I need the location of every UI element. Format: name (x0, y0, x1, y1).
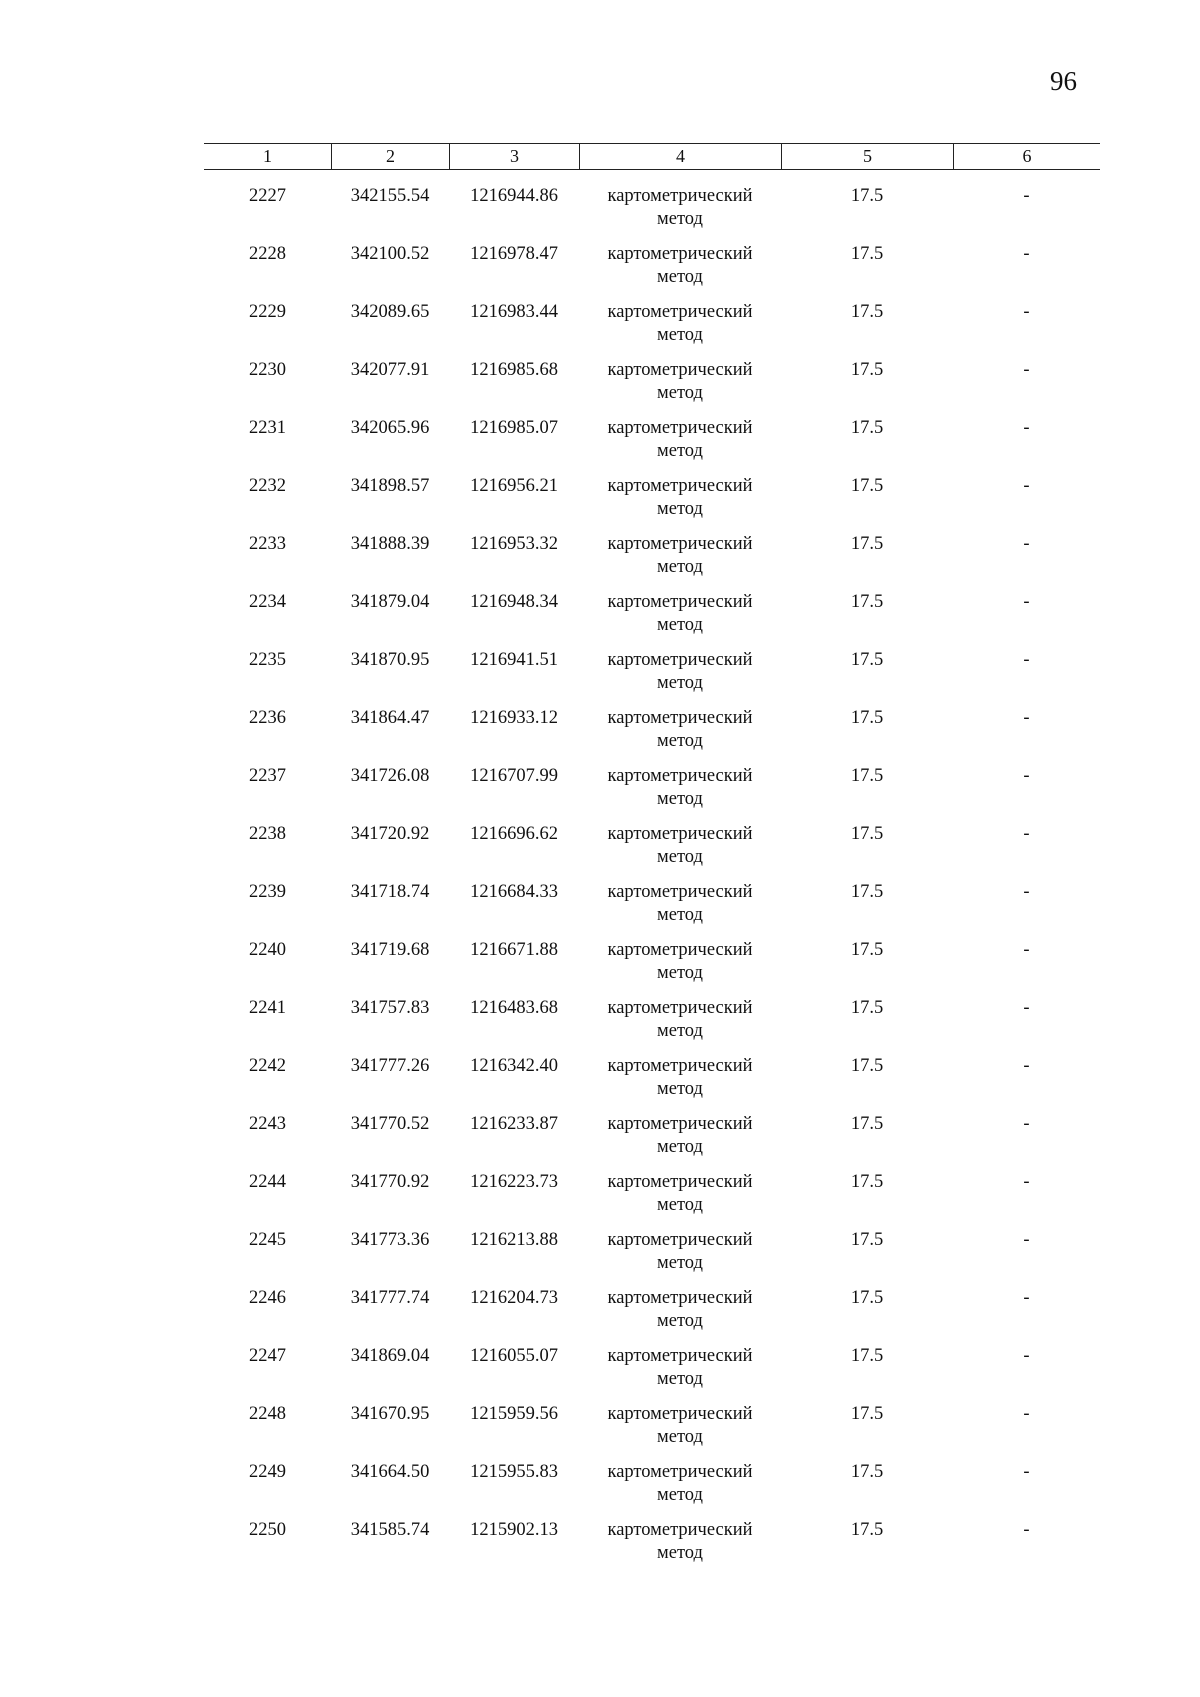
method-cell (579, 1345, 781, 1403)
table-row (204, 823, 1100, 881)
method-line-2: метод (657, 731, 703, 751)
method-line-1: картометрический (607, 650, 753, 670)
column-header: 4 (579, 144, 781, 169)
accuracy-cell: 17.5 (850, 418, 884, 438)
method-cell (579, 1055, 781, 1113)
method-line-1: картометрический (607, 708, 753, 728)
accuracy-cell: 17.5 (850, 998, 884, 1018)
description-cell: - (1023, 1230, 1030, 1250)
point-number-cell: 2228 (249, 244, 286, 264)
x-coordinate-cell: 342077.91 (350, 360, 430, 380)
description-cell: - (1023, 360, 1030, 380)
x-coordinate-cell: 341879.04 (350, 592, 430, 612)
method-line-1: картометрический (607, 302, 753, 322)
column-header: 6 (953, 144, 1100, 169)
method-line-2: метод (657, 1369, 703, 1389)
point-number-cell: 2250 (249, 1520, 286, 1540)
x-coordinate-cell: 341719.68 (350, 940, 430, 960)
method-cell (579, 1519, 781, 1577)
description-cell: - (1023, 592, 1030, 612)
x-coordinate-cell: 341720.92 (350, 824, 430, 844)
x-coordinate-cell: 341869.04 (350, 1346, 430, 1366)
method-cell (579, 823, 781, 881)
method-line-2: метод (657, 1253, 703, 1273)
accuracy-cell: 17.5 (850, 1346, 884, 1366)
method-cell (579, 707, 781, 765)
method-line-2: метод (657, 1485, 703, 1505)
method-cell (579, 475, 781, 533)
table-row (204, 533, 1100, 591)
y-coordinate-cell: 1216948.34 (470, 592, 558, 612)
method-line-2: метод (657, 441, 703, 461)
accuracy-cell: 17.5 (850, 824, 884, 844)
description-cell: - (1023, 1056, 1030, 1076)
method-line-2: метод (657, 209, 703, 229)
x-coordinate-cell: 341770.92 (350, 1172, 430, 1192)
accuracy-cell: 17.5 (850, 592, 884, 612)
accuracy-cell: 17.5 (850, 302, 884, 322)
point-number-cell: 2249 (249, 1462, 286, 1482)
y-coordinate-cell: 1216956.21 (470, 476, 558, 496)
accuracy-cell: 17.5 (850, 650, 884, 670)
method-line-1: картометрический (607, 1114, 753, 1134)
x-coordinate-cell: 341773.36 (350, 1230, 430, 1250)
point-number-cell: 2242 (249, 1056, 286, 1076)
method-line-2: метод (657, 1021, 703, 1041)
method-line-1: картометрический (607, 592, 753, 612)
description-cell: - (1023, 186, 1030, 206)
method-line-2: метод (657, 325, 703, 345)
x-coordinate-cell: 341864.47 (350, 708, 430, 728)
description-cell: - (1023, 708, 1030, 728)
table-row (204, 301, 1100, 359)
table-row (204, 359, 1100, 417)
point-number-cell: 2241 (249, 998, 286, 1018)
method-line-1: картометрический (607, 186, 753, 206)
y-coordinate-cell: 1215955.83 (470, 1462, 558, 1482)
table-row (204, 1055, 1100, 1113)
method-line-1: картометрический (607, 1404, 753, 1424)
description-cell: - (1023, 1520, 1030, 1540)
table-row (204, 243, 1100, 301)
method-line-2: метод (657, 557, 703, 577)
accuracy-cell: 17.5 (850, 1462, 884, 1482)
table-row (204, 417, 1100, 475)
method-line-2: метод (657, 847, 703, 867)
accuracy-cell: 17.5 (850, 476, 884, 496)
description-cell: - (1023, 302, 1030, 322)
description-cell: - (1023, 1114, 1030, 1134)
method-line-2: метод (657, 499, 703, 519)
point-number-cell: 2227 (249, 186, 286, 206)
method-line-2: метод (657, 615, 703, 635)
accuracy-cell: 17.5 (850, 360, 884, 380)
x-coordinate-cell: 341777.74 (350, 1288, 430, 1308)
x-coordinate-cell: 341585.74 (350, 1520, 430, 1540)
x-coordinate-cell: 341726.08 (350, 766, 430, 786)
method-line-2: метод (657, 673, 703, 693)
point-number-cell: 2238 (249, 824, 286, 844)
accuracy-cell: 17.5 (850, 766, 884, 786)
y-coordinate-cell: 1216671.88 (470, 940, 558, 960)
y-coordinate-cell: 1216983.44 (470, 302, 558, 322)
y-coordinate-cell: 1216953.32 (470, 534, 558, 554)
x-coordinate-cell: 341870.95 (350, 650, 430, 670)
method-line-1: картометрический (607, 1172, 753, 1192)
method-line-1: картометрический (607, 244, 753, 264)
point-number-cell: 2236 (249, 708, 286, 728)
method-cell (579, 301, 781, 359)
accuracy-cell: 17.5 (850, 1114, 884, 1134)
method-cell (579, 1461, 781, 1519)
description-cell: - (1023, 1462, 1030, 1482)
method-line-2: метод (657, 905, 703, 925)
method-line-2: метод (657, 1427, 703, 1447)
description-cell: - (1023, 1172, 1030, 1192)
x-coordinate-cell: 341664.50 (350, 1462, 430, 1482)
point-number-cell: 2246 (249, 1288, 286, 1308)
method-cell (579, 997, 781, 1055)
x-coordinate-cell: 342089.65 (350, 302, 430, 322)
point-number-cell: 2247 (249, 1346, 286, 1366)
y-coordinate-cell: 1216233.87 (470, 1114, 558, 1134)
table-row (204, 1171, 1100, 1229)
x-coordinate-cell: 342100.52 (350, 244, 430, 264)
x-coordinate-cell: 341770.52 (350, 1114, 430, 1134)
y-coordinate-cell: 1216978.47 (470, 244, 558, 264)
table-row (204, 1287, 1100, 1345)
x-coordinate-cell: 342065.96 (350, 418, 430, 438)
description-cell: - (1023, 1346, 1030, 1366)
y-coordinate-cell: 1216223.73 (470, 1172, 558, 1192)
description-cell: - (1023, 940, 1030, 960)
description-cell: - (1023, 1288, 1030, 1308)
method-cell (579, 243, 781, 301)
method-line-1: картометрический (607, 1462, 753, 1482)
description-cell: - (1023, 824, 1030, 844)
method-line-2: метод (657, 1543, 703, 1563)
y-coordinate-cell: 1216985.07 (470, 418, 558, 438)
method-line-1: картометрический (607, 940, 753, 960)
table-row (204, 475, 1100, 533)
method-cell (579, 185, 781, 243)
method-line-1: картометрический (607, 1230, 753, 1250)
y-coordinate-cell: 1216933.12 (470, 708, 558, 728)
table-row (204, 1113, 1100, 1171)
method-line-1: картометрический (607, 476, 753, 496)
description-cell: - (1023, 998, 1030, 1018)
method-cell (579, 1171, 781, 1229)
method-line-1: картометрический (607, 1056, 753, 1076)
method-cell (579, 765, 781, 823)
table-row (204, 939, 1100, 997)
y-coordinate-cell: 1216696.62 (470, 824, 558, 844)
y-coordinate-cell: 1216204.73 (470, 1288, 558, 1308)
y-coordinate-cell: 1216342.40 (470, 1056, 558, 1076)
column-header: 3 (449, 144, 579, 169)
method-cell (579, 359, 781, 417)
method-line-2: метод (657, 789, 703, 809)
method-line-1: картометрический (607, 418, 753, 438)
point-number-cell: 2235 (249, 650, 286, 670)
y-coordinate-cell: 1215902.13 (470, 1520, 558, 1540)
method-cell (579, 1287, 781, 1345)
method-line-2: метод (657, 267, 703, 287)
table-row (204, 881, 1100, 939)
y-coordinate-cell: 1216684.33 (470, 882, 558, 902)
accuracy-cell: 17.5 (850, 882, 884, 902)
accuracy-cell: 17.5 (850, 244, 884, 264)
y-coordinate-cell: 1216707.99 (470, 766, 558, 786)
method-line-1: картометрический (607, 1288, 753, 1308)
accuracy-cell: 17.5 (850, 1404, 884, 1424)
table-row (204, 1519, 1100, 1577)
x-coordinate-cell: 341888.39 (350, 534, 430, 554)
description-cell: - (1023, 650, 1030, 670)
table-row (204, 997, 1100, 1055)
y-coordinate-cell: 1216941.51 (470, 650, 558, 670)
description-cell: - (1023, 882, 1030, 902)
description-cell: - (1023, 534, 1030, 554)
coordinates-table (204, 143, 1100, 1577)
accuracy-cell: 17.5 (850, 708, 884, 728)
table-row (204, 707, 1100, 765)
table-body (204, 185, 1100, 1577)
method-cell (579, 533, 781, 591)
method-cell (579, 649, 781, 707)
y-coordinate-cell: 1216213.88 (470, 1230, 558, 1250)
method-line-2: метод (657, 1137, 703, 1157)
method-line-1: картометрический (607, 1346, 753, 1366)
table-row (204, 765, 1100, 823)
method-line-2: метод (657, 1079, 703, 1099)
table-row (204, 1403, 1100, 1461)
point-number-cell: 2234 (249, 592, 286, 612)
x-coordinate-cell: 341757.83 (350, 998, 430, 1018)
method-line-2: метод (657, 1195, 703, 1215)
x-coordinate-cell: 341898.57 (350, 476, 430, 496)
table-row (204, 185, 1100, 243)
x-coordinate-cell: 341777.26 (350, 1056, 430, 1076)
accuracy-cell: 17.5 (850, 186, 884, 206)
description-cell: - (1023, 418, 1030, 438)
point-number-cell: 2231 (249, 418, 286, 438)
method-cell (579, 881, 781, 939)
method-line-2: метод (657, 383, 703, 403)
description-cell: - (1023, 244, 1030, 264)
point-number-cell: 2237 (249, 766, 286, 786)
method-cell (579, 417, 781, 475)
x-coordinate-cell: 342155.54 (350, 186, 430, 206)
point-number-cell: 2240 (249, 940, 286, 960)
method-line-1: картометрический (607, 824, 753, 844)
accuracy-cell: 17.5 (850, 1520, 884, 1540)
y-coordinate-cell: 1216985.68 (470, 360, 558, 380)
method-cell (579, 1403, 781, 1461)
method-line-1: картометрический (607, 1520, 753, 1540)
method-line-1: картометрический (607, 360, 753, 380)
method-cell (579, 1229, 781, 1287)
x-coordinate-cell: 341670.95 (350, 1404, 430, 1424)
description-cell: - (1023, 766, 1030, 786)
method-line-1: картометрический (607, 998, 753, 1018)
point-number-cell: 2245 (249, 1230, 286, 1250)
method-line-2: метод (657, 1311, 703, 1331)
table-row (204, 591, 1100, 649)
description-cell: - (1023, 476, 1030, 496)
table-row (204, 1345, 1100, 1403)
method-line-2: метод (657, 963, 703, 983)
method-cell (579, 591, 781, 649)
y-coordinate-cell: 1216483.68 (470, 998, 558, 1018)
point-number-cell: 2229 (249, 302, 286, 322)
x-coordinate-cell: 341718.74 (350, 882, 430, 902)
column-header: 1 (263, 146, 272, 166)
page-number: 96 (1050, 66, 1077, 96)
table-row (204, 1229, 1100, 1287)
accuracy-cell: 17.5 (850, 1288, 884, 1308)
column-header: 2 (331, 144, 449, 169)
point-number-cell: 2239 (249, 882, 286, 902)
method-cell (579, 939, 781, 997)
method-line-1: картометрический (607, 534, 753, 554)
column-header: 5 (781, 144, 953, 169)
point-number-cell: 2243 (249, 1114, 286, 1134)
table-header-row (204, 143, 1100, 170)
table-row (204, 649, 1100, 707)
accuracy-cell: 17.5 (850, 1230, 884, 1250)
y-coordinate-cell: 1215959.56 (470, 1404, 558, 1424)
point-number-cell: 2248 (249, 1404, 286, 1424)
point-number-cell: 2244 (249, 1172, 286, 1192)
accuracy-cell: 17.5 (850, 534, 884, 554)
method-line-1: картометрический (607, 882, 753, 902)
accuracy-cell: 17.5 (850, 940, 884, 960)
y-coordinate-cell: 1216944.86 (470, 186, 558, 206)
accuracy-cell: 17.5 (850, 1056, 884, 1076)
method-line-1: картометрический (607, 766, 753, 786)
y-coordinate-cell: 1216055.07 (470, 1346, 558, 1366)
point-number-cell: 2233 (249, 534, 286, 554)
accuracy-cell: 17.5 (850, 1172, 884, 1192)
description-cell: - (1023, 1404, 1030, 1424)
table-row (204, 1461, 1100, 1519)
point-number-cell: 2232 (249, 476, 286, 496)
method-cell (579, 1113, 781, 1171)
point-number-cell: 2230 (249, 360, 286, 380)
